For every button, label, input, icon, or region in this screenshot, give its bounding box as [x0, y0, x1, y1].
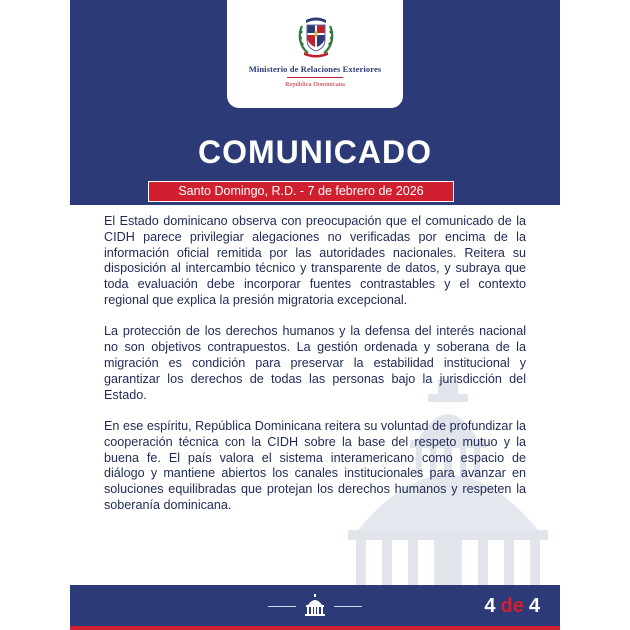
footer-red-stripe: [70, 626, 560, 630]
paragraph-2: La protección de los derechos humanos y la defensa del interés nacional no son objetivos contrapuestos. La gestión ordenada y soberana de la migración es condición para preservar la estabilidad institucional y garantizar los derechos de todas las personas bajo la jurisdicción del Estado.: [104, 324, 526, 402]
date-badge: Santo Domingo, R.D. - 7 de febrero de 2026: [148, 181, 454, 202]
ministry-divider: [287, 77, 343, 78]
header-band: [70, 0, 560, 205]
page-total: 4: [528, 595, 540, 617]
footer-rule-right: [334, 606, 362, 607]
communique-card: [70, 0, 560, 630]
paragraph-1: El Estado dominicano observa con preocupación que el comunicado de la CIDH parece privilegiar alegaciones no verificadas por encima de la información oficial remitida por las autoridades nacionales. Reitera su disposición al intercambio técnico y transparente de datos, y subraya que toda evaluación debe incorporar fuentes contrastables y el contexto regional que explica la presión migratoria excepcional.: [104, 214, 526, 307]
coat-of-arms-icon: [296, 14, 336, 58]
page-current: 4: [484, 595, 496, 617]
footer-rule-left: [268, 606, 296, 607]
page-indicator: [484, 595, 540, 618]
palace-dome-icon: [303, 594, 327, 616]
logo-box: [227, 0, 403, 108]
communique-body: [104, 214, 526, 529]
page-title: COMUNICADO: [198, 134, 432, 170]
ministry-name: Ministerio de Relaciones Exteriores: [248, 64, 382, 74]
republic-name: República Dominicana: [285, 81, 345, 88]
page-of: de: [500, 595, 524, 617]
paragraph-3: En ese espíritu, República Dominicana reitera su voluntad de profundizar la cooperación técnica con la CIDH sobre la base del respeto mutuo y la buena fe. El país valora el sistema interamericano como espacio de diálogo y mantiene abiertos los canales institucionales para avanzar en soluciones equilibradas que protejan los derechos humanos y respeten la soberanía dominicana.: [104, 418, 526, 512]
